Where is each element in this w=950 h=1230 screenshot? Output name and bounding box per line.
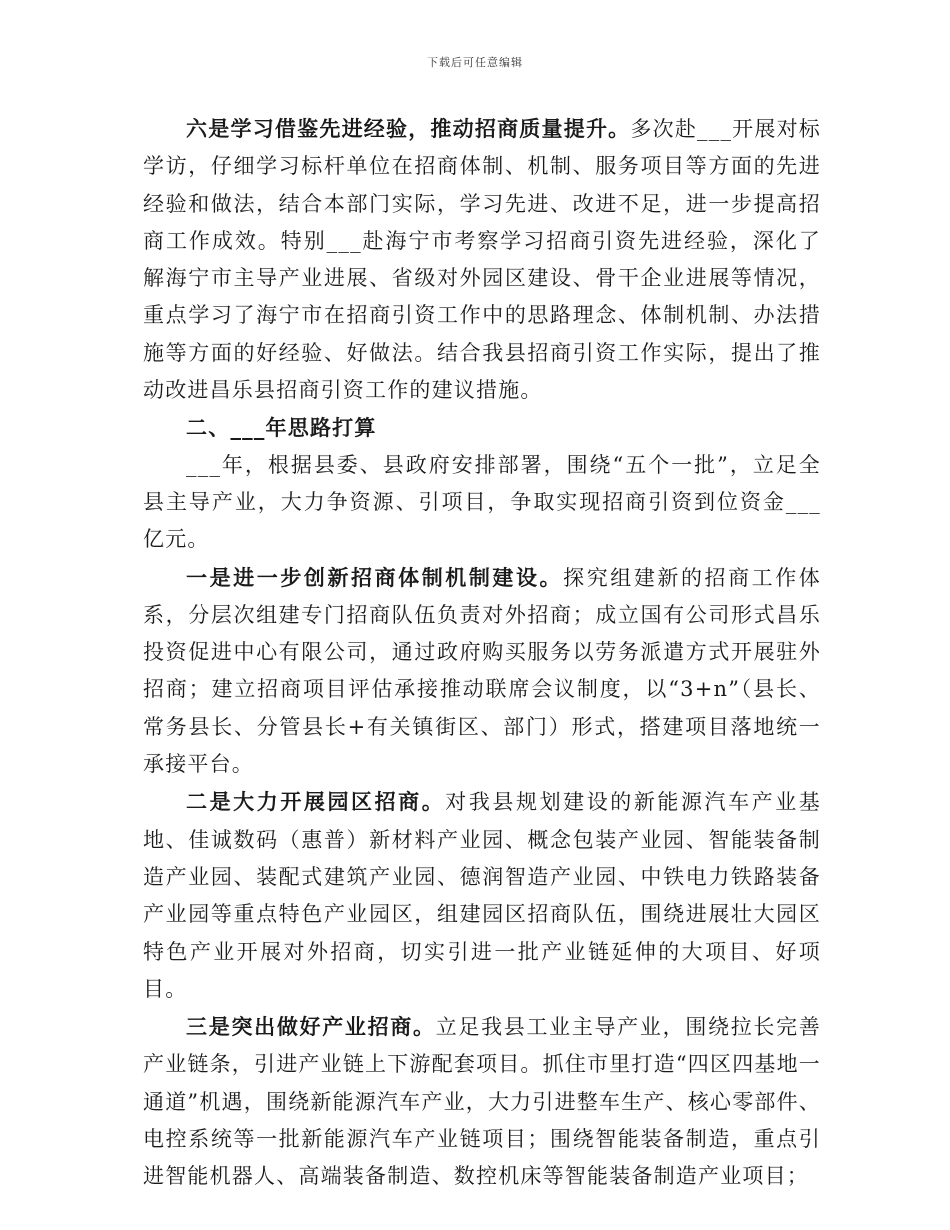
paragraph-text: 多次赴___开展对标学访，仔细学习标杆单位在招商体制、机制、服务项目等方面的先进经验和做法，结合本部门实际，学习先进、改进不足，进一步提高招商工作成效。特别___赴海宁市考察学习招商引资先进经验，深化了解海宁市主导产业进展、省级对外园区建设、骨干企业进展等情况，重点学习了海宁市在招商引资工作中的思路理念、体制机制、办法措施等方面的好经验、好做法。结合我县招商引资工作实际，提出了推动改进昌乐县招商引资工作的建议措施。: [143, 117, 822, 403]
section-heading: 二、___年思路打算: [186, 415, 377, 441]
paragraph-lead: 六是学习借鉴先进经验，推动招商质量提升。: [186, 116, 631, 141]
paragraph-text: ___年，根据县委、县政府安排部署，围绕“五个一批”，立足全县主导产业，大力争资源、引项目，争取实现招商引资到位资金___亿元。: [143, 452, 821, 552]
paragraph-lead: 二是大力开展园区招商。: [186, 789, 446, 815]
document-body: [143, 110, 821, 1196]
paragraph-text: 立足我县工业主导产业，围绕拉长完善产业链条，引进产业链上下游配套项目。抓住市里打造“四区四基地一通道”机遇，围绕新能源汽车产业，大力引进整车生产、核心零部件、电控系统等一批新能源汽车产业链项目；围绕智能装备制造，重点引进智能机器人、高端装备制造、数控机床等智能装备制造产业项目；: [143, 1015, 821, 1189]
paragraph-lead: 三是突出做好产业招商。: [186, 1014, 436, 1040]
paragraph-text: 对我县规划建设的新能源汽车产业基地、佳诚数码（惠普）新材料产业园、概念包装产业园、智能装备制造产业园、装配式建筑产业园、德润智造产业园、中铁电力铁路装备产业园等重点特色产业园区，组建园区招商队伍，围绕进展壮大园区特色产业开展对外招商，切实引进一批产业链延伸的大项目、好项目。: [143, 790, 822, 1001]
paragraph-mechanism: [143, 559, 821, 784]
paragraph-overview: [143, 447, 821, 559]
paragraph-lead: 一是进一步创新招商体制机制建设。: [186, 564, 564, 590]
header-note: 下载后可任意编辑: [427, 56, 523, 69]
paragraph-park-investment: [143, 783, 821, 1008]
paragraph-text: 探究组建新的招商工作体系，分层次组建专门招商队伍负责对外招商；成立国有公司形式昌乐投资促进中心有限公司，通过政府购买服务以劳务派遣方式开展驻外招商；建立招商项目评估承接推动联席会议制度，以“3+n”（县长、常务县长、分管县长+有关镇街区、部门）形式，搭建项目落地统一承接平台。: [143, 565, 821, 777]
paragraph-experience: [143, 110, 821, 409]
paragraph-industry-investment: [143, 1008, 821, 1195]
